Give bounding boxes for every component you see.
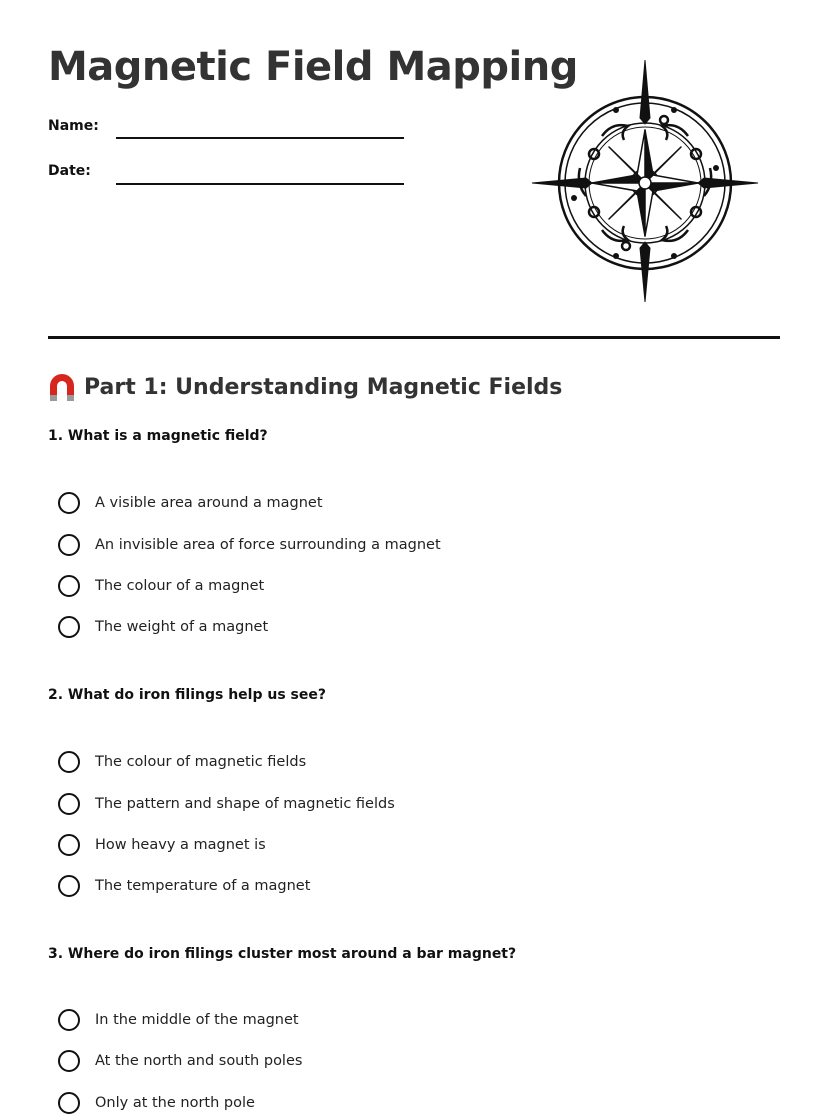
date-field[interactable]	[116, 183, 404, 185]
option-label: In the middle of the magnet	[95, 1012, 299, 1028]
q1-option-3[interactable]	[58, 574, 264, 598]
q1-option-1[interactable]	[58, 491, 323, 515]
q3-option-2[interactable]	[58, 1049, 302, 1073]
section-divider	[48, 336, 780, 339]
radio-button[interactable]	[58, 534, 80, 556]
option-label: At the north and south poles	[95, 1053, 303, 1069]
q2-option-2[interactable]	[58, 792, 395, 816]
q2-option-3[interactable]	[58, 833, 266, 857]
name-label: Name:	[48, 118, 99, 134]
q2-option-4[interactable]	[58, 874, 310, 898]
radio-button[interactable]	[58, 793, 80, 815]
radio-button[interactable]	[58, 834, 80, 856]
page-title: Magnetic Field Mapping	[48, 44, 578, 90]
radio-button[interactable]	[58, 575, 80, 597]
radio-button[interactable]	[58, 492, 80, 514]
section-heading-part1	[48, 372, 562, 402]
compass-rose-icon	[530, 58, 760, 304]
q1-option-2[interactable]	[58, 533, 441, 557]
q3-option-3[interactable]	[58, 1091, 255, 1115]
question-1: 1. What is a magnetic field?	[48, 428, 268, 444]
question-3: 3. Where do iron filings cluster most around a bar magnet?	[48, 946, 517, 962]
q2-option-1[interactable]	[58, 750, 306, 774]
radio-button[interactable]	[58, 616, 80, 638]
radio-button[interactable]	[58, 875, 80, 897]
option-label: Only at the north pole	[95, 1095, 255, 1111]
horseshoe-magnet-icon	[48, 372, 76, 402]
radio-button[interactable]	[58, 751, 80, 773]
option-label: The temperature of a magnet	[95, 878, 311, 894]
q1-option-4[interactable]	[58, 615, 268, 639]
option-label: A visible area around a magnet	[95, 495, 323, 511]
section-title: Part 1: Understanding Magnetic Fields	[84, 374, 563, 400]
date-label: Date:	[48, 163, 91, 179]
question-2: 2. What do iron filings help us see?	[48, 687, 326, 703]
q3-option-1[interactable]	[58, 1008, 299, 1032]
option-label: How heavy a magnet is	[95, 837, 266, 853]
option-label: The weight of a magnet	[95, 619, 269, 635]
name-field[interactable]	[116, 137, 404, 139]
radio-button[interactable]	[58, 1009, 80, 1031]
option-label: The colour of a magnet	[95, 578, 265, 594]
option-label: An invisible area of force surrounding a magnet	[95, 537, 441, 553]
option-label: The colour of magnetic fields	[95, 754, 307, 770]
radio-button[interactable]	[58, 1050, 80, 1072]
radio-button[interactable]	[58, 1092, 80, 1114]
option-label: The pattern and shape of magnetic fields	[95, 796, 395, 812]
